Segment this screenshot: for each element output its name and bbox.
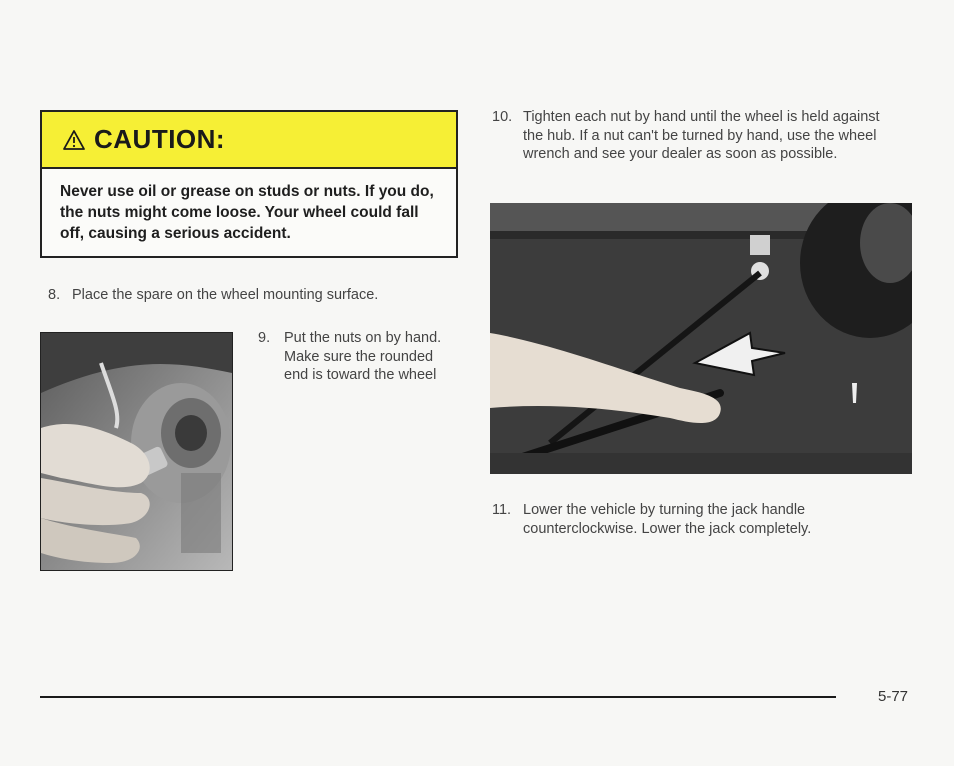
step-text: Put the nuts on by hand. Make sure the rounded end is toward the wheel [284, 330, 442, 383]
step-11 [492, 501, 902, 538]
wheel-wrench-photo [490, 203, 912, 474]
step-9 [258, 329, 448, 385]
warning-triangle-icon [62, 129, 86, 151]
step-number: 9. [258, 330, 271, 346]
caution-header [42, 112, 456, 169]
step-number: 10. [492, 109, 513, 125]
step-8 [48, 286, 468, 305]
caution-box [40, 110, 458, 258]
step-text: Lower the vehicle by turning the jack handle counterclockwise. Lower the jack completely. [523, 502, 812, 537]
footer-rule [40, 696, 836, 698]
nut-installation-photo [40, 332, 233, 571]
page-number: 5-77 [878, 688, 909, 705]
caution-text: Never use oil or grease on studs or nuts. If you do, the nuts might come loose. Your wheel could fall off, causing a serious accident. [60, 183, 434, 242]
step-text: Place the spare on the wheel mounting surface. [72, 287, 379, 303]
step-text: Tighten each nut by hand until the wheel is held against the hub. If a nut can't be turned by hand, use the wheel wrench and see your dealer as soon as possible. [523, 109, 880, 162]
step-number: 11. [492, 502, 512, 518]
step-10 [492, 108, 902, 164]
caution-title: CAUTION: [94, 124, 226, 154]
step-number: 8. [48, 287, 61, 303]
